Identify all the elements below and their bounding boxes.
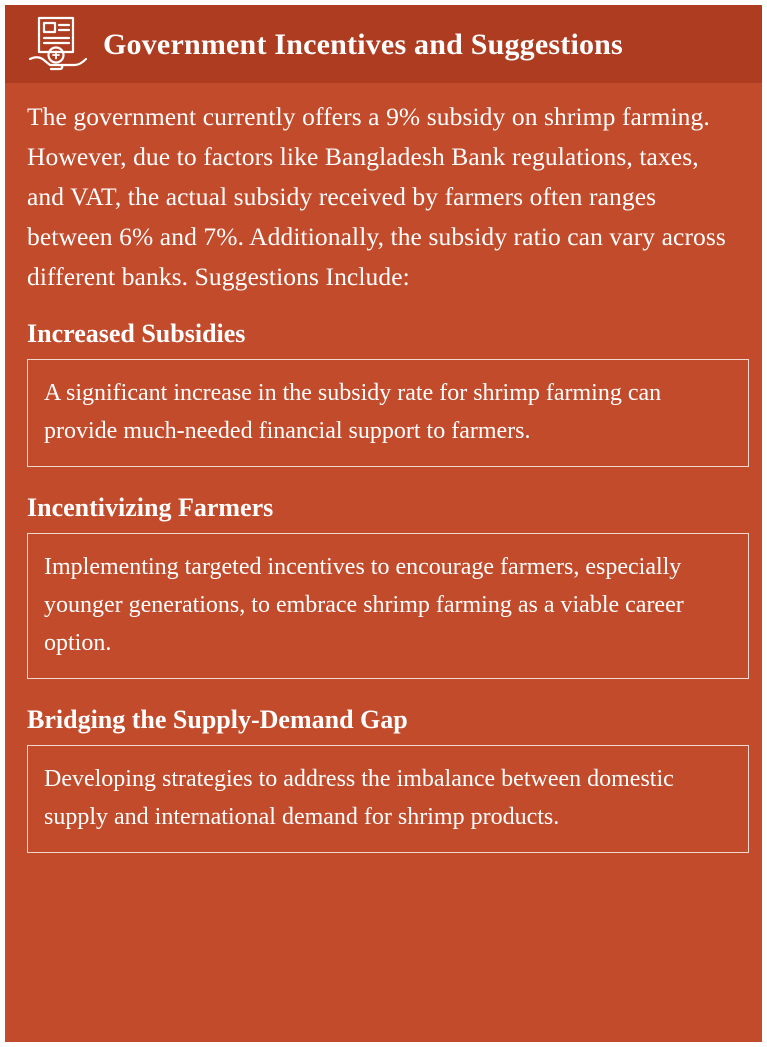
hand-holding-document-icon [27, 13, 89, 75]
section-heading-supply-demand-gap: Bridging the Supply-Demand Gap [27, 704, 408, 734]
section-body-incentivizing-farmers: Implementing targeted incentives to encourage farmers, especially younger generations, to embrace shrimp farming as a viable career option. [44, 553, 684, 656]
page-title: Government Incentives and Suggestions [103, 27, 623, 61]
section-heading-increased-subsidies: Increased Subsidies [27, 319, 246, 348]
section-box-increased-subsidies [27, 359, 749, 467]
section-body-supply-demand-gap: Developing strategies to address the imbalance between domestic supply and international demand for shrimp products. [44, 765, 674, 830]
section-box-supply-demand-gap [27, 745, 749, 853]
intro-paragraph: The government currently offers a 9% subsidy on shrimp farming. However, due to factors like Bangladesh Bank regulations, taxes, and VAT, the actual subsidy received by farmers often ranges between 6% and 7%. Additionally, the subsidy ratio can vary across different banks. Suggestions Include: [27, 102, 726, 291]
section-box-incentivizing-farmers [27, 533, 749, 679]
content-area [5, 83, 762, 1042]
header-bar [5, 5, 762, 83]
section-heading-incentivizing-farmers: Incentivizing Farmers [27, 492, 274, 522]
section-body-increased-subsidies: A significant increase in the subsidy rate for shrimp farming can provide much-needed financial support to farmers. [44, 379, 662, 444]
